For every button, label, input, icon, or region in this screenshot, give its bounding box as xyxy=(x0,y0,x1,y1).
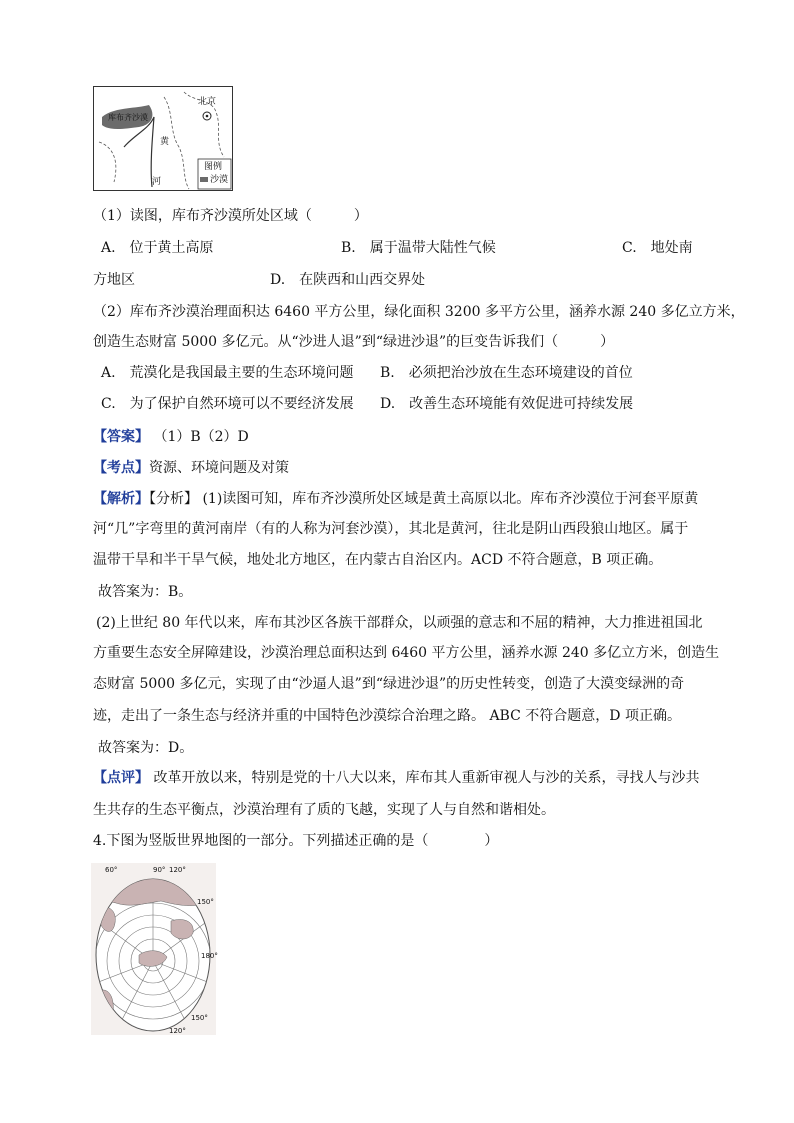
q2-option-b: B. 必须把治沙放在生态环境建设的首位 xyxy=(380,365,633,381)
jiexi-p2-line3: 态财富 5000 多亿元，实现了由“沙逼人退”到“绿进沙退”的历史性转变，创造了大漠变绿洲的奇 xyxy=(93,676,685,692)
q1-option-a: A. 位于黄土高原 xyxy=(101,240,214,256)
answer-line xyxy=(93,427,249,447)
beijing-label: 北京 xyxy=(198,97,217,107)
dianping-line2: 生共存的生态平衡点，沙漠治理有了质的飞越，实现了人与自然和谐相处。 xyxy=(93,802,555,818)
kubuqi-desert-map xyxy=(93,86,233,191)
q2-option-c: C. 为了保护自然环境可以不要经济发展 xyxy=(101,396,354,412)
asia-landmass xyxy=(96,876,209,906)
boundary-line xyxy=(99,142,116,182)
lon-label-90: 90° xyxy=(153,866,166,874)
jiexi-p2-line1: (2)上世纪 80 年代以来，库布其沙区各族干部群众，以顽强的意志和不屈的精神，大力推进祖国北 xyxy=(96,615,703,631)
world-map-figure xyxy=(91,863,216,1035)
q1-option-c-continued: 方地区 xyxy=(93,272,135,288)
q2-option-a: A. 荒漠化是我国最主要的生态环境问题 xyxy=(101,365,354,381)
jiexi-p1-line2: 河“几”字弯里的黄河南岸（有的人称为河套沙漠），其北是黄河，往北是阴山西段狼山地区。属于 xyxy=(93,521,689,537)
river-label-huang: 黄 xyxy=(160,137,170,147)
lon-label-180: 180° xyxy=(201,952,218,960)
australia-landmass xyxy=(171,920,193,940)
legend-swatch xyxy=(200,177,208,182)
lon-label-60: 60° xyxy=(105,866,118,874)
kaodian-text: 资源、环境问题及对策 xyxy=(149,460,289,476)
lon-label-150-bottom: 150° xyxy=(191,1014,208,1022)
q1-option-c: C. 地处南 xyxy=(622,240,693,256)
lon-label-120: 120° xyxy=(169,866,186,874)
beijing-dot xyxy=(206,115,209,118)
jiexi-answer1: 故答案为：B。 xyxy=(98,584,193,600)
dianping-tag: 【点评】 xyxy=(93,770,149,786)
q1-stem: （1）读图，库布齐沙漠所处区域（ ） xyxy=(93,208,368,224)
q1-option-d: D. 在陕西和山西交界处 xyxy=(270,272,426,288)
world-map-svg xyxy=(91,863,216,1035)
legend-title: 图例 xyxy=(204,162,223,172)
dianping-line1 xyxy=(93,768,699,788)
q4-stem: 4.下图为竖版世界地图的一部分。下列描述正确的是（ ） xyxy=(93,833,499,849)
q1-option-b: B. 属于温带大陆性气候 xyxy=(341,240,496,256)
jiexi-line1 xyxy=(93,489,698,509)
q2-stem-line1: （2）库布齐沙漠治理面积达 6460 平方公里，绿化面积 3200 多平方公里，涵养水源 240 多亿立方米， xyxy=(93,304,745,320)
jiexi-answer2: 故答案为：D。 xyxy=(98,740,194,756)
dianping-text-line1: 改革开放以来，特别是党的十八大以来，库布其人重新审视人与沙的关系，寻找人与沙共 xyxy=(153,770,700,786)
legend-item-label: 沙漠 xyxy=(210,175,229,185)
jiexi-p2-line2: 方重要生态安全屏障建设，沙漠治理总面积达到 6460 平方公里，涵养水源 240 多亿立方米，创造生 xyxy=(93,645,720,661)
lon-label-150: 150° xyxy=(197,898,214,906)
lon-label-120-bottom: 120° xyxy=(169,1027,186,1035)
q2-option-d: D. 改善生态环境能有效促进可持续发展 xyxy=(380,396,634,412)
jiexi-tag: 【解析】 xyxy=(93,491,149,507)
answer-tag: 【答案】 xyxy=(93,429,149,445)
jiexi-p2-line4: 迹，走出了一条生态与经济并重的中国特色沙漠综合治理之路。 ABC 不符合题意，D 项正确。 xyxy=(93,708,681,724)
kaodian-line xyxy=(93,458,289,478)
kaodian-tag: 【考点】 xyxy=(93,460,149,476)
q2-stem-line2: 创造生态财富 5000 多亿元。从“沙进人退”到“绿进沙退”的巨变告诉我们（ ） xyxy=(93,334,615,350)
answer-text: （1）B（2）D xyxy=(153,429,249,445)
fenxi-tag: 【分析】 xyxy=(149,491,198,507)
jiexi-p1-line1: (1)读图可知，库布齐沙漠所处区域是黄土高原以北。库布齐沙漠位于河套平原黄 xyxy=(202,491,699,507)
jiexi-p1-line3: 温带干旱和半干旱气候，地处北方地区，在内蒙古自治区内。ACD 不符合题意，B 项正确。 xyxy=(93,552,663,568)
river-label-he: 河 xyxy=(152,177,162,187)
desert-label: 库布齐沙漠 xyxy=(108,113,148,122)
